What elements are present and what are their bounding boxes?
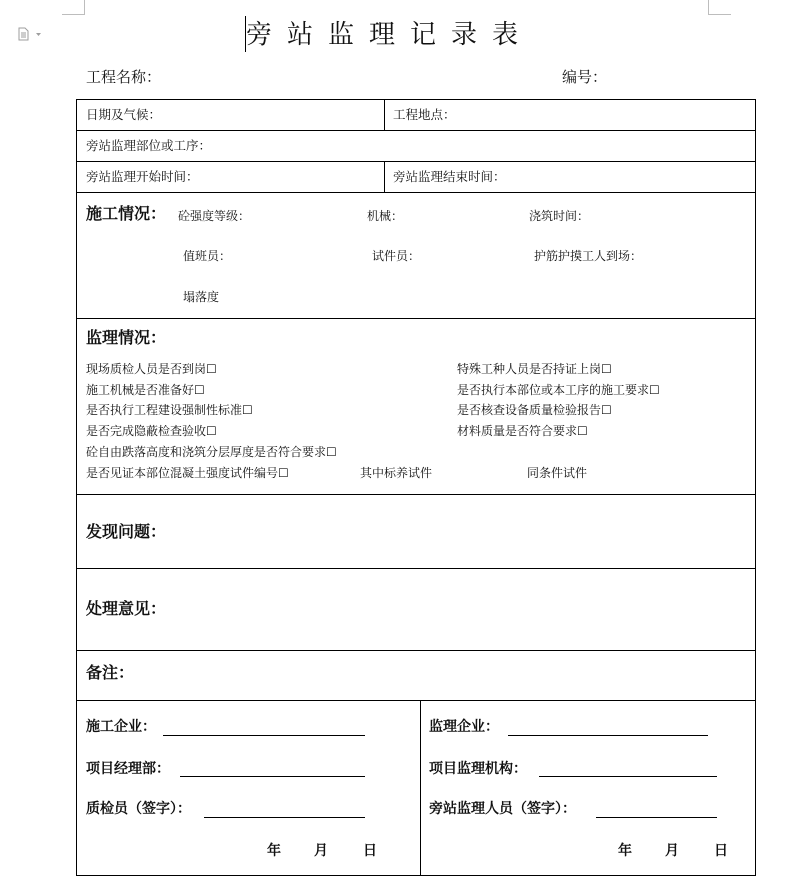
date-weather-field[interactable]: 日期及气候： xyxy=(86,107,162,122)
section-signatures xyxy=(77,701,755,875)
project-dept-line[interactable] xyxy=(180,776,365,777)
row-date-location xyxy=(77,100,755,131)
checklist-item[interactable]: 施工机械是否准备好☐ xyxy=(86,383,205,397)
construction-company-line[interactable] xyxy=(163,735,365,736)
concrete-grade-field[interactable]: 砼强度等级： xyxy=(178,209,251,223)
document-icon[interactable] xyxy=(18,27,44,41)
inspector-label: 质检员（签字）： xyxy=(86,801,191,817)
location-field[interactable]: 工程地点： xyxy=(393,107,456,122)
supervision-org-label: 项目监理机构： xyxy=(429,761,527,777)
checklist-item[interactable]: 特殊工种人员是否持证上岗☐ xyxy=(457,362,612,376)
section-problems[interactable] xyxy=(77,495,755,569)
supervision-company-label: 监理企业： xyxy=(429,719,499,735)
day-label: 日 xyxy=(363,843,377,859)
checklist-item[interactable]: 是否执行工程建设强制性标准☐ xyxy=(86,403,253,417)
checklist-item[interactable]: 是否核查设备质量检验报告☐ xyxy=(457,403,612,417)
machinery-field[interactable]: 机械： xyxy=(367,209,404,223)
year-label: 年 xyxy=(267,843,281,859)
duty-staff-field[interactable]: 值班员： xyxy=(183,249,232,263)
month-label: 月 xyxy=(314,843,328,859)
page-corner-mark-right xyxy=(708,0,731,15)
opinions-heading: 处理意见： xyxy=(86,599,167,618)
checklist-item[interactable]: 是否见证本部位混凝土强度试件编号☐ xyxy=(86,466,289,480)
divider xyxy=(384,162,385,192)
section-construction xyxy=(77,193,755,319)
checklist-item[interactable]: 是否完成隐蔽检查验收☐ xyxy=(86,424,217,438)
supervision-company-line[interactable] xyxy=(508,735,708,736)
divider xyxy=(384,100,385,130)
supervision-org-line[interactable] xyxy=(539,776,717,777)
problems-heading: 发现问题： xyxy=(86,522,167,541)
same-cure-field[interactable]: 同条件试件 xyxy=(527,466,588,480)
specimen-staff-field[interactable]: 试件员： xyxy=(372,249,421,263)
start-time-field[interactable]: 旁站监理开始时间： xyxy=(86,169,199,184)
project-dept-label: 项目经理部： xyxy=(86,761,170,777)
remarks-heading: 备注： xyxy=(86,663,135,682)
pour-time-field[interactable]: 浇筑时间： xyxy=(529,209,590,223)
construction-company-label: 施工企业： xyxy=(86,719,156,735)
section-opinions[interactable] xyxy=(77,569,755,651)
slump-field[interactable]: 塌落度 xyxy=(183,290,220,304)
page-corner-mark-left xyxy=(62,0,85,15)
checklist-item[interactable]: 现场质检人员是否到岗☐ xyxy=(86,362,217,376)
divider xyxy=(420,701,421,875)
checklist-item[interactable]: 是否执行本部位或本工序的施工要求☐ xyxy=(457,383,660,397)
part-process-field[interactable]: 旁站监理部位或工序： xyxy=(86,138,212,153)
supervision-heading: 监理情况： xyxy=(86,328,167,347)
year-label: 年 xyxy=(618,843,632,859)
checklist-item[interactable]: 材料质量是否符合要求☐ xyxy=(457,424,588,438)
number-label: 编号： xyxy=(562,68,608,86)
checklist-item[interactable]: 砼自由跌落高度和浇筑分层厚度是否符合要求☐ xyxy=(86,445,337,459)
row-part-process xyxy=(77,131,755,162)
day-label: 日 xyxy=(714,843,728,859)
section-supervision xyxy=(77,319,755,495)
supervisor-label: 旁站监理人员（签字）： xyxy=(429,801,576,817)
inspector-signature-line[interactable] xyxy=(204,817,365,818)
record-form xyxy=(76,99,756,876)
standard-cure-field[interactable]: 其中标养试件 xyxy=(360,466,433,480)
rebar-formwork-field[interactable]: 护筋护摸工人到场： xyxy=(534,249,643,263)
section-remarks[interactable] xyxy=(77,651,755,701)
month-label: 月 xyxy=(665,843,679,859)
row-time xyxy=(77,162,755,193)
project-name-label: 工程名称： xyxy=(86,68,162,86)
page-title: 旁站监理记录表 xyxy=(246,20,534,50)
supervisor-signature-line[interactable] xyxy=(596,817,717,818)
construction-heading: 施工情况： xyxy=(86,204,167,223)
end-time-field[interactable]: 旁站监理结束时间： xyxy=(393,169,506,184)
